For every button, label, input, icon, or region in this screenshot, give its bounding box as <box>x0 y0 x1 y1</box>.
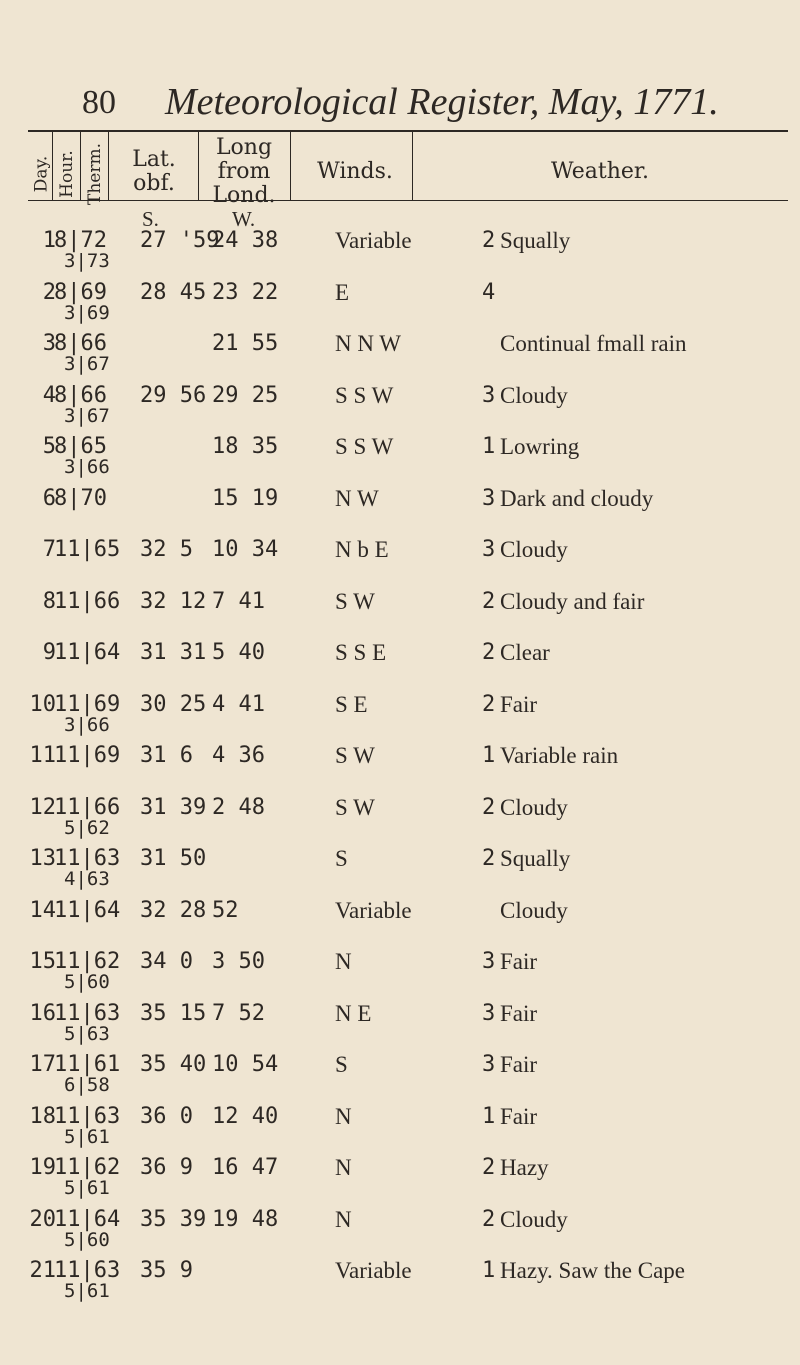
therm-secondary-cell: 3|66 <box>64 713 110 736</box>
table-row <box>0 1155 800 1199</box>
day-cell: 13 <box>29 846 56 871</box>
column-divider <box>290 132 291 200</box>
lat-cell: 31 31 <box>140 640 207 665</box>
therm-secondary-cell: 3|66 <box>64 456 110 478</box>
long-cell: 15 19 <box>212 485 279 511</box>
therm-secondary-cell: 5|63 <box>64 1022 110 1045</box>
therm-secondary-cell: 5|61 <box>64 1177 110 1199</box>
lat-cell: 36 0 <box>140 1103 193 1129</box>
top-rule <box>28 130 788 132</box>
day-cell: 9 <box>42 640 56 665</box>
lat-cell: 28 45 <box>140 279 207 305</box>
table-row <box>0 846 800 890</box>
column-divider <box>80 132 81 200</box>
weather-cell: Hazy <box>500 1155 549 1180</box>
day-cell: 10 <box>29 691 56 717</box>
long-cell: 12 40 <box>212 1103 279 1129</box>
lat-cell: 27 '59 <box>140 228 220 253</box>
lat-cell: 35 40 <box>140 1052 207 1077</box>
therm-cell: 11|66 <box>54 588 121 614</box>
therm-secondary-cell: 6|58 <box>64 1074 110 1096</box>
long-cell: 5 40 <box>212 640 265 665</box>
therm-header: Therm. <box>85 143 105 205</box>
long-cell: 7 41 <box>212 588 265 614</box>
lat-cell: 31 6 <box>140 743 193 768</box>
therm-cell: 11|63 <box>54 1258 121 1283</box>
long-cell: 3 50 <box>212 949 265 974</box>
winds-cell: S S W <box>335 382 394 408</box>
therm-cell: 11|62 <box>54 1155 121 1180</box>
lat-cell: 29 56 <box>140 382 207 408</box>
long-cell: 10 54 <box>212 1052 279 1077</box>
day-cell: 17 <box>29 1052 56 1077</box>
winds-cell: N N W <box>335 331 402 356</box>
therm-cell: 8|70 <box>54 485 107 511</box>
day-cell: 3 <box>42 331 56 356</box>
lat-cell: 32 5 <box>140 537 193 562</box>
weather-cell: Hazy. Saw the Cape <box>500 1258 685 1283</box>
lat-unit: S. <box>142 207 159 231</box>
therm-cell: 11|63 <box>54 1103 121 1129</box>
weather-cell: Squally <box>500 846 571 871</box>
page-number: 80 <box>82 84 116 121</box>
day-cell: 15 <box>29 949 56 974</box>
winds-cell: Variable <box>335 228 412 253</box>
weather-cell: Fair <box>500 949 538 974</box>
force-cell: 1 <box>482 1103 496 1129</box>
day-header: Day. <box>31 155 52 193</box>
column-divider <box>108 132 109 200</box>
weather-cell: Cloudy <box>500 382 568 408</box>
winds-cell: N b E <box>335 537 389 562</box>
lat-cell: 35 39 <box>140 1206 207 1232</box>
lat-cell: 31 50 <box>140 846 207 871</box>
force-cell: 2 <box>482 228 496 253</box>
weather-cell: Cloudy and fair <box>500 588 645 614</box>
table-row <box>0 949 800 993</box>
weather-cell: Dark and cloudy <box>500 485 654 511</box>
therm-cell: 11|65 <box>54 537 121 562</box>
winds-cell: S <box>335 846 348 871</box>
weather-cell: Squally <box>500 228 571 253</box>
weather-cell: Fair <box>500 1000 538 1026</box>
day-cell: 7 <box>42 537 56 562</box>
long-cell: 52 <box>212 897 239 923</box>
therm-secondary-cell: 4|63 <box>64 868 110 890</box>
lat-cell: 32 12 <box>140 588 207 614</box>
table-row <box>0 434 800 478</box>
hour-header: Hour. <box>57 150 78 198</box>
force-cell: 3 <box>482 1052 496 1077</box>
therm-cell: 8|69 <box>54 279 107 305</box>
table-row <box>0 1103 800 1148</box>
header-rule <box>28 200 788 201</box>
force-cell: 2 <box>482 1155 496 1180</box>
force-cell: 3 <box>482 1000 496 1026</box>
therm-cell: 11|64 <box>54 640 121 665</box>
weather-cell: Continual fmall rain <box>500 331 687 356</box>
table-row <box>0 486 800 524</box>
day-cell: 8 <box>42 588 56 614</box>
day-cell: 16 <box>29 1000 56 1026</box>
table-row <box>0 898 800 936</box>
weather-cell: Fair <box>500 1052 538 1077</box>
day-cell: 4 <box>42 382 56 408</box>
table-row <box>0 743 800 781</box>
therm-secondary-cell: 5|62 <box>64 816 110 839</box>
long-cell: 16 47 <box>212 1155 279 1180</box>
therm-cell: 8|66 <box>54 382 107 408</box>
therm-cell: 8|65 <box>54 434 107 459</box>
force-cell: 3 <box>482 949 496 974</box>
therm-secondary-cell: 3|73 <box>64 250 110 272</box>
weather-cell: Cloudy <box>500 1206 568 1232</box>
winds-cell: S <box>335 1052 348 1077</box>
table-row <box>0 228 800 272</box>
weather-cell: Fair <box>500 1103 538 1129</box>
therm-cell: 8|72 <box>54 228 107 253</box>
weather-cell: Fair <box>500 691 538 717</box>
lat-cell: 36 9 <box>140 1155 193 1180</box>
force-cell: 1 <box>482 1258 496 1283</box>
therm-cell: 11|63 <box>54 1000 121 1026</box>
table-row <box>0 1206 800 1251</box>
therm-secondary-cell: 3|67 <box>64 404 110 427</box>
therm-secondary-cell: 5|61 <box>64 1125 110 1148</box>
lat-cell: 34 0 <box>140 949 193 974</box>
day-cell: 5 <box>42 434 56 459</box>
winds-cell: N <box>335 949 352 974</box>
day-cell: 21 <box>29 1258 56 1283</box>
winds-cell: S E <box>335 691 368 717</box>
therm-cell: 8|66 <box>54 331 107 356</box>
winds-cell: S W <box>335 588 375 614</box>
weather-cell: Cloudy <box>500 897 568 923</box>
winds-cell: S W <box>335 743 375 768</box>
table-row <box>0 794 800 839</box>
weather-cell: Lowring <box>500 434 580 459</box>
winds-cell: N <box>335 1103 352 1129</box>
winds-cell: S W <box>335 794 375 820</box>
table-row <box>0 1000 800 1045</box>
winds-cell: S S W <box>335 434 394 459</box>
force-cell: 3 <box>482 382 496 408</box>
table-row <box>0 640 800 678</box>
lat-cell: 31 39 <box>140 794 207 820</box>
force-cell: 2 <box>482 691 496 717</box>
column-divider <box>412 132 413 200</box>
winds-cell: N W <box>335 485 379 511</box>
lat-header: Lat. obf. <box>132 147 176 196</box>
page-header <box>70 78 790 126</box>
winds-header: Winds. <box>317 159 393 184</box>
long-cell: 10 34 <box>212 537 279 562</box>
long-cell: 4 36 <box>212 743 265 768</box>
page-title: Meteorological Register, May, 1771. <box>165 81 719 123</box>
therm-cell: 11|69 <box>54 743 121 768</box>
table-row <box>0 279 800 324</box>
winds-cell: S S E <box>335 640 387 665</box>
therm-cell: 11|64 <box>54 897 121 923</box>
lat-cell: 30 25 <box>140 691 207 717</box>
day-cell: 1 <box>42 228 56 253</box>
therm-secondary-cell: 5|60 <box>64 971 110 993</box>
force-cell: 2 <box>482 846 496 871</box>
day-cell: 18 <box>29 1103 56 1129</box>
therm-secondary-cell: 5|60 <box>64 1228 110 1251</box>
winds-cell: N <box>335 1155 352 1180</box>
day-cell: 19 <box>29 1155 56 1180</box>
long-unit: W. <box>232 207 256 231</box>
day-cell: 20 <box>29 1206 56 1232</box>
long-cell: 2 48 <box>212 794 265 820</box>
day-cell: 11 <box>29 743 56 768</box>
therm-cell: 11|64 <box>54 1206 121 1232</box>
winds-cell: E <box>335 279 350 305</box>
therm-cell: 11|61 <box>54 1052 121 1077</box>
force-cell: 3 <box>482 537 496 562</box>
day-cell: 12 <box>29 794 56 820</box>
therm-secondary-cell: 3|69 <box>64 301 110 324</box>
table-row <box>0 382 800 427</box>
force-cell: 2 <box>482 1206 496 1232</box>
lat-cell: 35 15 <box>140 1000 207 1026</box>
table-row <box>0 589 800 627</box>
long-cell: 18 35 <box>212 434 279 459</box>
force-cell: 2 <box>482 794 496 820</box>
therm-secondary-cell: 3|67 <box>64 353 110 375</box>
long-header: Long from Lond. <box>212 135 276 208</box>
long-cell: 21 55 <box>212 331 279 356</box>
long-cell: 4 41 <box>212 691 265 717</box>
table-row <box>0 331 800 375</box>
long-cell: 29 25 <box>212 382 279 408</box>
long-cell: 19 48 <box>212 1206 279 1232</box>
lat-cell: 35 9 <box>140 1258 193 1283</box>
force-cell: 3 <box>482 485 496 511</box>
force-cell: 2 <box>482 640 496 665</box>
weather-cell: Variable rain <box>500 743 619 768</box>
long-cell: 23 22 <box>212 279 279 305</box>
lat-cell: 32 28 <box>140 897 207 923</box>
therm-secondary-cell: 5|61 <box>64 1280 110 1302</box>
force-cell: 4 <box>482 279 496 305</box>
column-divider <box>198 132 199 200</box>
force-cell: 1 <box>482 743 496 768</box>
force-cell: 2 <box>482 588 496 614</box>
therm-cell: 11|63 <box>54 846 121 871</box>
day-cell: 14 <box>29 897 56 923</box>
long-cell: 24 38 <box>212 228 279 253</box>
long-cell: 7 52 <box>212 1000 265 1026</box>
winds-cell: Variable <box>335 1258 412 1283</box>
winds-cell: N E <box>335 1000 372 1026</box>
force-cell: 1 <box>482 434 496 459</box>
weather-cell: Cloudy <box>500 537 568 562</box>
therm-cell: 11|69 <box>54 691 121 717</box>
day-cell: 6 <box>42 485 56 511</box>
table-row <box>0 1258 800 1302</box>
table-row <box>0 537 800 575</box>
day-cell: 2 <box>42 279 56 305</box>
weather-header: Weather. <box>550 159 650 184</box>
winds-cell: Variable <box>335 897 412 923</box>
therm-cell: 11|62 <box>54 949 121 974</box>
table-row <box>0 1052 800 1096</box>
weather-cell: Cloudy <box>500 794 568 820</box>
table-row <box>0 691 800 736</box>
winds-cell: N <box>335 1206 352 1232</box>
weather-cell: Clear <box>500 640 550 665</box>
therm-cell: 11|66 <box>54 794 121 820</box>
